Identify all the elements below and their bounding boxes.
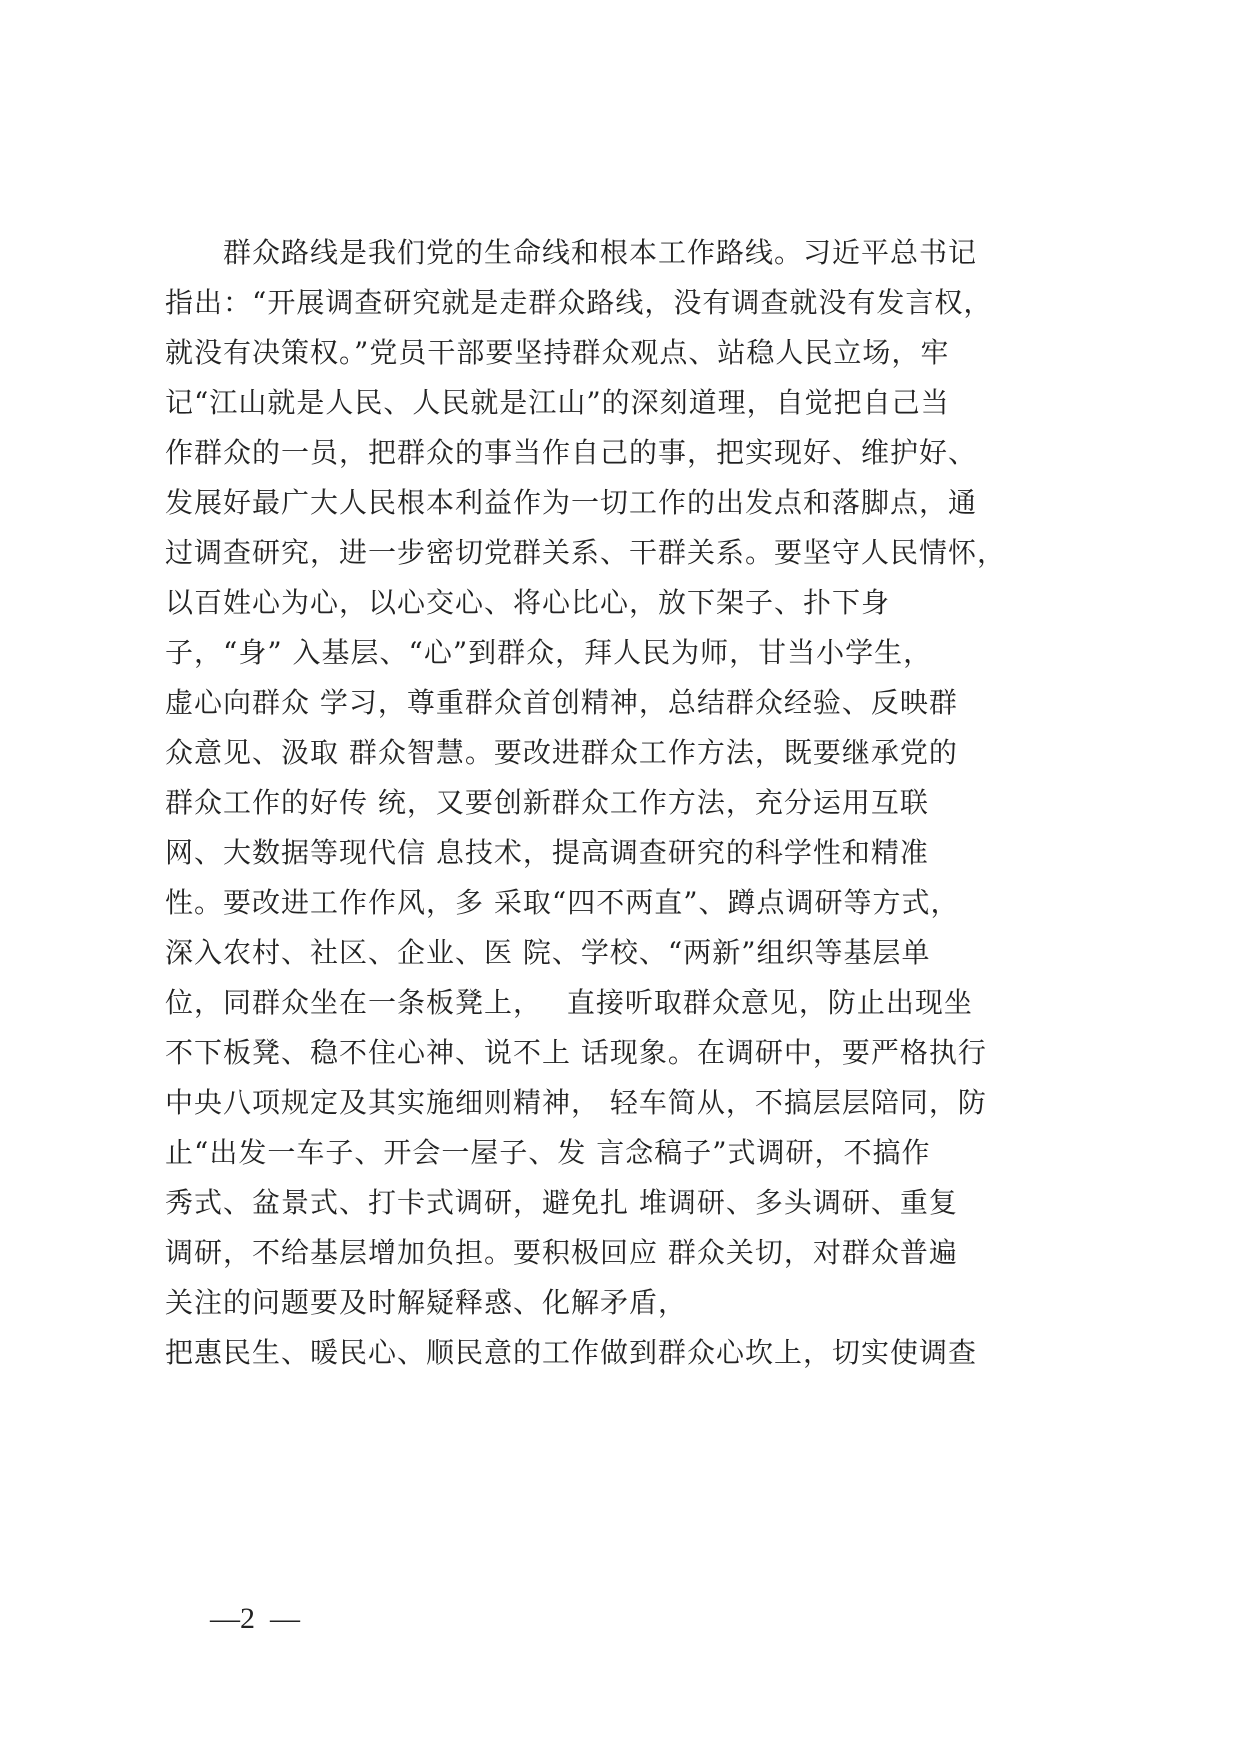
text-line: 发展好最广大人民根本利益作为一切工作的出发点和落脚点，通 <box>165 486 978 519</box>
page-number: —2 — <box>210 1602 300 1635</box>
text-line: 位，同群众坐在一条板凳上， 直接听取群众意见，防止出现坐 <box>165 986 973 1019</box>
text-line: 记“江山就是人民、人民就是江山”的深刻道理，自觉把自己当 <box>165 386 950 419</box>
text-line: 深入农村、社区、企业、医 院、学校、“两新”组织等基层单 <box>165 936 931 969</box>
text-line: 中央八项规定及其实施细则精神， 轻车简从，不搞层层陪同，防 <box>165 1086 987 1119</box>
text-line: 止“出发一车子、开会一屋子、发 言念稿子”式调研，不搞作 <box>165 1136 931 1169</box>
body-text <box>165 228 1095 1378</box>
text-line: 就没有决策权。”党员干部要坚持群众观点、站稳人民立场，牢 <box>165 336 950 369</box>
text-line: 作群众的一员，把群众的事当作自己的事，把实现好、维护好、 <box>165 436 978 469</box>
text-line: 虚心向群众 学习，尊重群众首创精神，总结群众经验、反映群 <box>165 686 958 719</box>
text-line: 把惠民生、暖民心、顺民意的工作做到群众心坎上，切实使调查 <box>165 1336 978 1369</box>
text-line: 子，“身” 入基层、“心”到群众，拜人民为师，甘当小学生， <box>165 636 933 669</box>
text-line: 秀式、盆景式、打卡式调研，避免扎 堆调研、多头调研、重复 <box>165 1186 958 1219</box>
text-line: 过调查研究，进一步密切党群关系、干群关系。要坚守人民情怀， <box>165 536 1007 569</box>
text-line: 众意见、汲取 群众智慧。要改进群众工作方法，既要继承党的 <box>165 736 958 769</box>
text-line: 关注的问题要及时解疑释惑、化解矛盾， <box>165 1286 688 1319</box>
text-line: 性。要改进工作作风，多 采取“四不两直”、蹲点调研等方式， <box>165 886 960 919</box>
text-line: 网、大数据等现代信 息技术，提高调查研究的科学性和精准 <box>165 836 929 869</box>
text-line: 不下板凳、稳不住心神、说不上 话现象。在调研中，要严格执行 <box>165 1036 987 1069</box>
text-line: 调研，不给基层增加负担。要积极回应 群众关切，对群众普遍 <box>165 1236 958 1269</box>
text-line: 群众工作的好传 统，又要创新群众工作方法，充分运用互联 <box>165 786 929 819</box>
text-line: 群众路线是我们党的生命线和根本工作路线。习近平总书记 <box>165 236 978 269</box>
text-line: 以百姓心为心，以心交心、将心比心，放下架子、扑下身 <box>165 586 891 619</box>
text-line: 指出：“开展调查研究就是走群众路线，没有调查就没有发言权， <box>165 286 993 319</box>
